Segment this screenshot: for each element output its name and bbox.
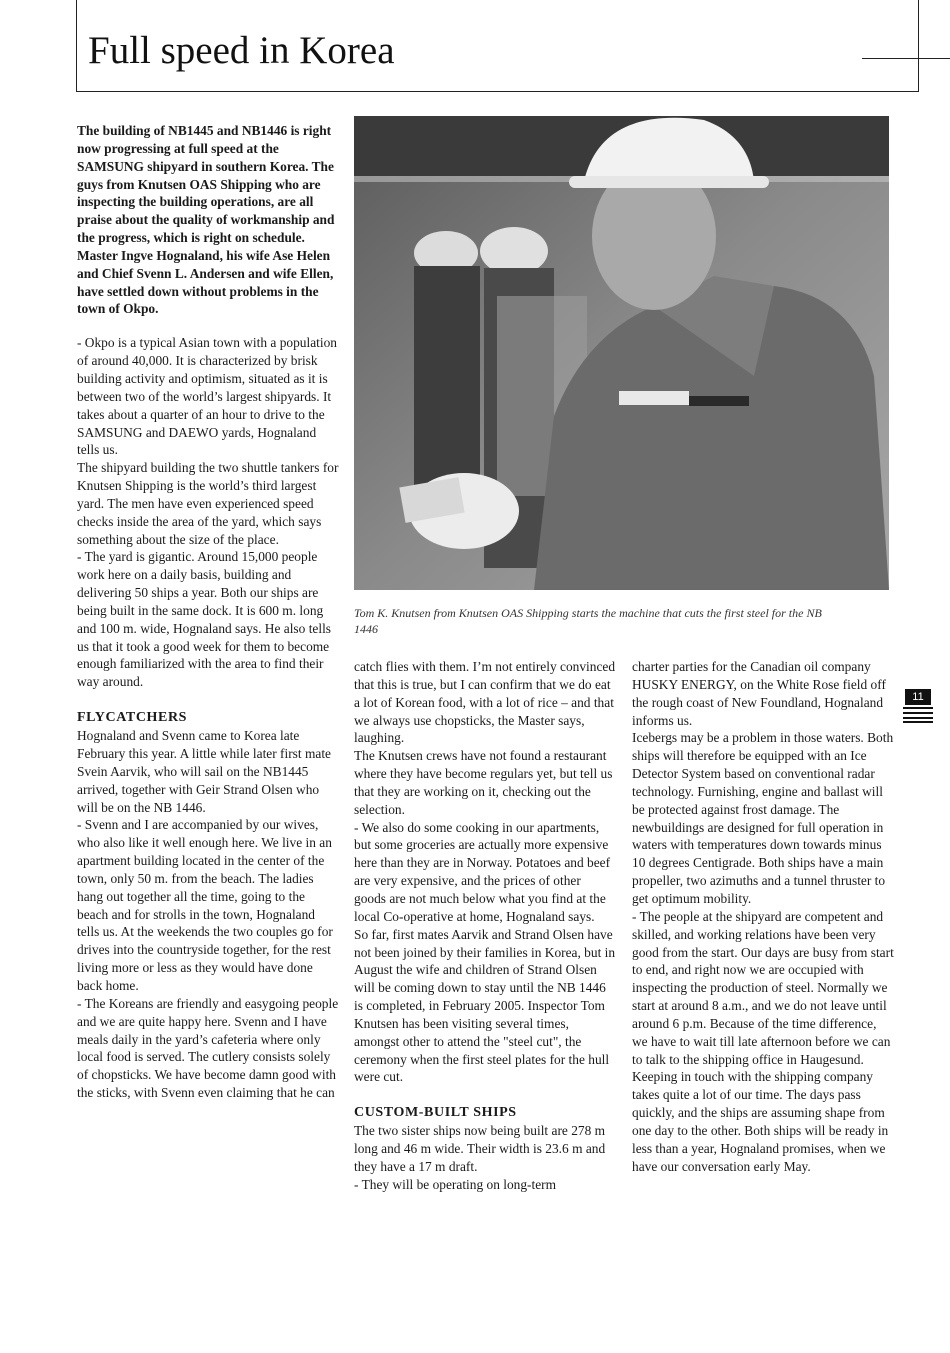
- photo-caption: Tom K. Knutsen from Knutsen OAS Shipping starts the machine that cuts the first steel for the NB 1446: [354, 606, 822, 636]
- section-heading-custom-built-ships: CUSTOM-BUILT SHIPS: [354, 1105, 517, 1121]
- page-number: 11: [905, 689, 931, 705]
- paragraph: catch flies with them. I’m not entirely convinced that this is true, but I can confirm that we do eat a lot of Korean food, with a lot of rice – and that we always use chopsticks, the Master says, laughing.: [354, 659, 616, 746]
- shipyard-worker-photo: [354, 116, 889, 590]
- paragraph: The two sister ships now being built are 278 m long and 46 m wide. Their width is 23.6 m and they have a 17 m draft.: [354, 1123, 606, 1174]
- paragraph: - Svenn and I are accompanied by our wives, who also like it well enough here. We live in an apartment building located in the center of the town, only 50 m. from the beach. The ladies hang out together all the time, going to the beach and for strolls in the town, Hognaland tells us. At the weekends the two couples go for drives into the countryside together, for the rest living more or less as they would have done back home.: [77, 817, 333, 993]
- paragraph: The shipyard building the two shuttle tankers for Knutsen Shipping is the world’s third largest yard. The men have even experienced speed checks inside the area of the yard, which says something about the size of the place.: [77, 460, 339, 547]
- article-title: Full speed in Korea: [88, 29, 395, 72]
- right-vertical-rule: [918, 0, 919, 92]
- paragraph: - The yard is gigantic. Around 15,000 people work here on a daily basis, building and delivering 50 ships a year. Both our ships are being built in the same dock. It is 600 m. long and 100 m. wide, Hognaland says. He also tells us that it took a good week for them to become enough familiarized with the area to find their way around.: [77, 549, 332, 690]
- paragraph: - We also do some cooking in our apartments, but some groceries are actually more expensive here than they are in Norway. Potatoes and beef are very expensive, and the prices of other goods are not much below what you find at the local Co-operative at home, Hognaland says.: [354, 819, 611, 924]
- paragraph: The Knutsen crews have not found a restaurant where they have become regulars yet, but tell us that they are working on it, checking out the selection.: [354, 748, 613, 817]
- page-mark-icon: [903, 707, 933, 723]
- left-vertical-rule: [76, 0, 77, 92]
- right-accent-rule: [862, 58, 950, 59]
- article-lead: The building of NB1445 and NB1446 is right now progressing at full speed at the SAMSUNG shipyard in southern Korea. The guys from Knutsen OAS Shipping who are inspecting the building operations, are all praise about the quality of workmanship and the progress, which is right on schedule. Master Ingve Hognaland, his wife Ase Helen and Chief Svenn L. Andersen and wife Ellen, have settled down without problems in the town of Okpo.: [77, 123, 335, 317]
- paragraph: - They will be operating on long-term: [354, 1176, 557, 1192]
- article-photo: [354, 116, 889, 590]
- article-column-1: [77, 122, 339, 1102]
- paragraph: So far, first mates Aarvik and Strand Olsen have not been joined by their families in Korea, but in August the wife and children of Strand Olsen will be coming down to stay until the NB 1446 is completed, in February 2005. Inspector Tom Knutsen has been visiting several times, amongst other to attend the "steel cut", the ceremony when the first steel plates for the hull were cut.: [354, 926, 616, 1085]
- paragraph: Hognaland and Svenn came to Korea late February this year. A little while later first mate Svein Aarvik, who will sail on the NB1445 arrived, together with Geir Strand Olsen who will be on the NB 1446.: [77, 728, 331, 815]
- paragraph: Icebergs may be a problem in those waters. Both ships will therefore be equipped with an Ice Detector System based on conventional radar technology. Furnishing, engine and ballast will be protected against frost damage. The newbuildings are designed for full operation in waters with temperatures down towards minus 10 degrees Centigrade. Both ships have a main propeller, two azimuths and a tunnel thruster to get optimum mobility.: [632, 730, 894, 906]
- section-heading-flycatchers: FLYCATCHERS: [77, 710, 188, 726]
- title-underline-rule: [76, 91, 919, 92]
- paragraph: - Okpo is a typical Asian town with a population of around 40,000. It is characterized by brisk building activity and optimism, situated as it is between two of the world’s largest shipyards. It takes about a quarter of an hour to drive to the SAMSUNG and DAEWO yards, Hognaland tells us.: [77, 335, 337, 458]
- article-column-3: [632, 658, 894, 1175]
- article-column-2: [354, 658, 616, 1194]
- paragraph: - The people at the shipyard are competent and skilled, and working relations have been very good from the start. Our days are busy from start to end, and right now we are occupied with inspecting the production of steel. Normally we start at around 8 a.m., and we do not leave until around 6 p.m. Because of the time difference, we have to wait till late afternoon before we can to talk to the shipping office in Haugesund. Keeping in touch with the shipping company takes quite a lot of our time. The days pass quickly, and the ships are assuming shape from one day to the other. Both ships will be ready in less than a year, Hognaland promises, when we have our conversation early May.: [632, 908, 894, 1174]
- paragraph: - The Koreans are friendly and easygoing people and we are quite happy here. Svenn and I have meals daily in the yard’s cafeteria where only local food is served. The cutlery consists solely of chopsticks. We have become damn good with the sticks, with Svenn even claiming that he can: [77, 995, 339, 1101]
- paragraph: charter parties for the Canadian oil company HUSKY ENERGY, on the White Rose field off the rough coast of New Foundland, Hognaland informs us.: [632, 659, 886, 728]
